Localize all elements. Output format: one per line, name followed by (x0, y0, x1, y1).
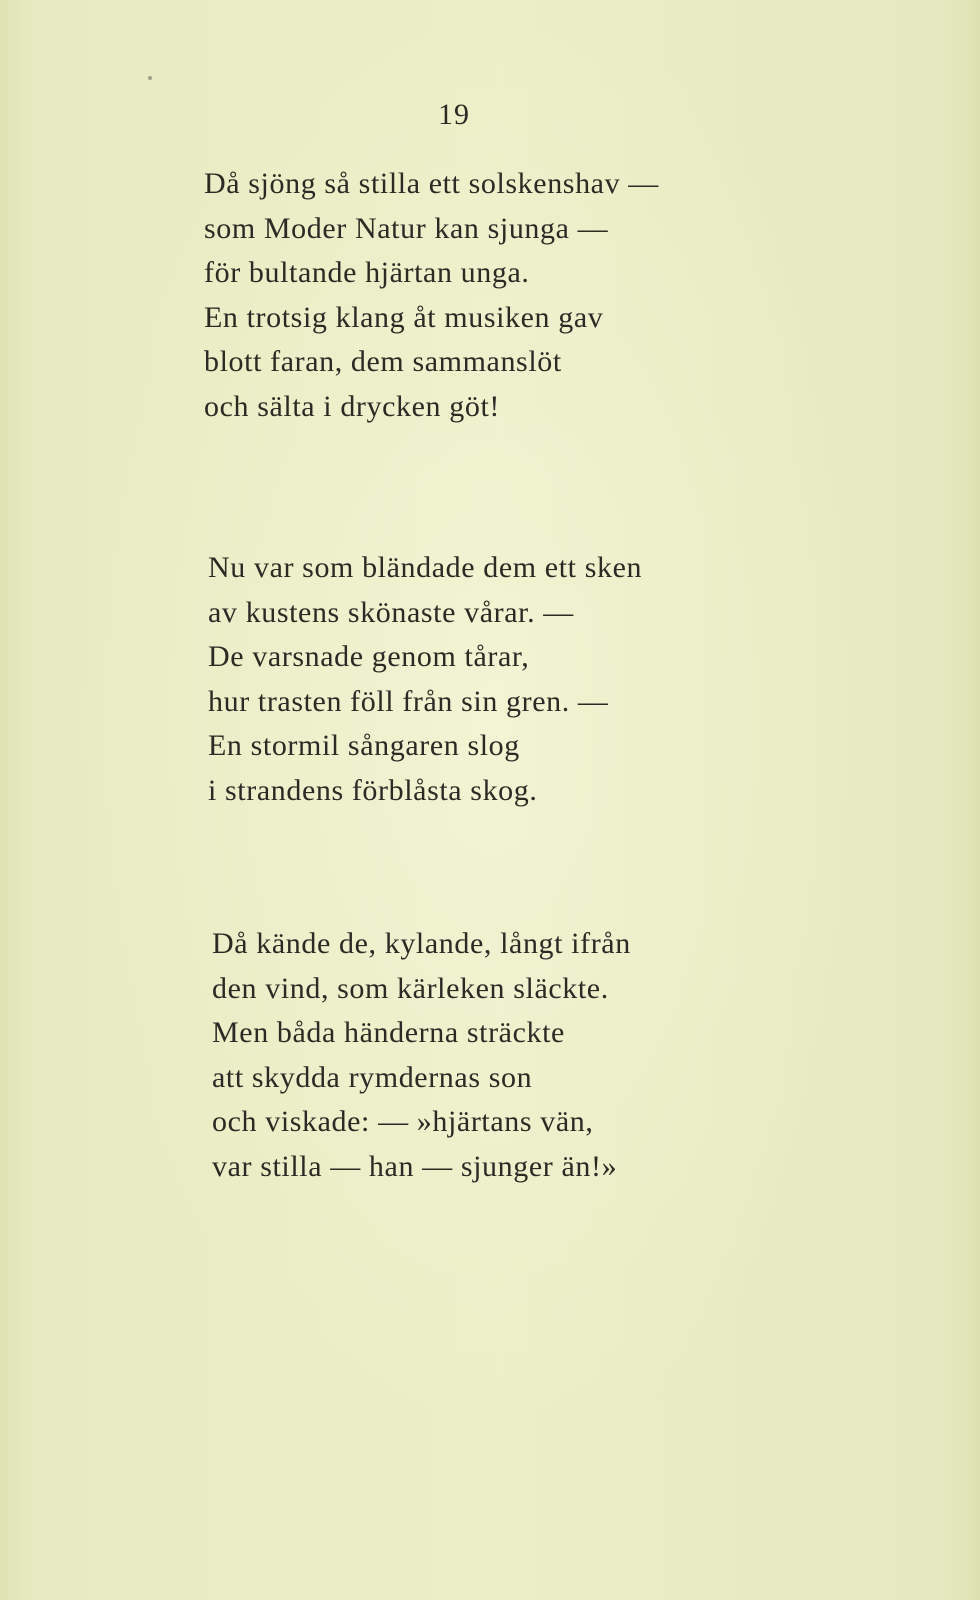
poem-line: hur trasten föll från sin gren. — (208, 684, 609, 718)
stanza-2 (208, 546, 642, 813)
poem-line: i strandens förblåsta skog. (208, 773, 538, 807)
poem-line: den vind, som kärleken släckte. (212, 971, 609, 1005)
poem-line: för bultande hjärtan unga. (204, 256, 530, 289)
poem-line: blott faran, dem sammanslöt (204, 345, 562, 378)
poem-line: Då sjöng så stilla ett solskenshav — (204, 167, 659, 200)
page-number: 19 (438, 98, 470, 131)
poem-line: var stilla — han — sjunger än!» (212, 1149, 618, 1183)
poem-line: De varsnade genom tårar, (208, 640, 530, 673)
stanza-3 (212, 922, 631, 1189)
poem-line: att skydda rymdernas son (212, 1060, 533, 1094)
paper-speck (148, 76, 152, 80)
poem-line: En stormil sångaren slog (208, 729, 520, 762)
poem-line: och viskade: — »hjärtans vän, (212, 1105, 594, 1138)
poem-line: och sälta i drycken göt! (204, 389, 500, 423)
poem-line: Då kände de, kylande, långt ifrån (212, 927, 631, 960)
stanza-1 (204, 162, 659, 429)
poem-line: Men båda händerna sträckte (212, 1016, 565, 1049)
poem-line: En trotsig klang åt musiken gav (204, 300, 604, 334)
poem-line: som Moder Natur kan sjunga — (204, 211, 609, 245)
poem-line: Nu var som bländade dem ett sken (208, 551, 643, 584)
poem-line: av kustens skönaste vårar. — (208, 595, 574, 629)
